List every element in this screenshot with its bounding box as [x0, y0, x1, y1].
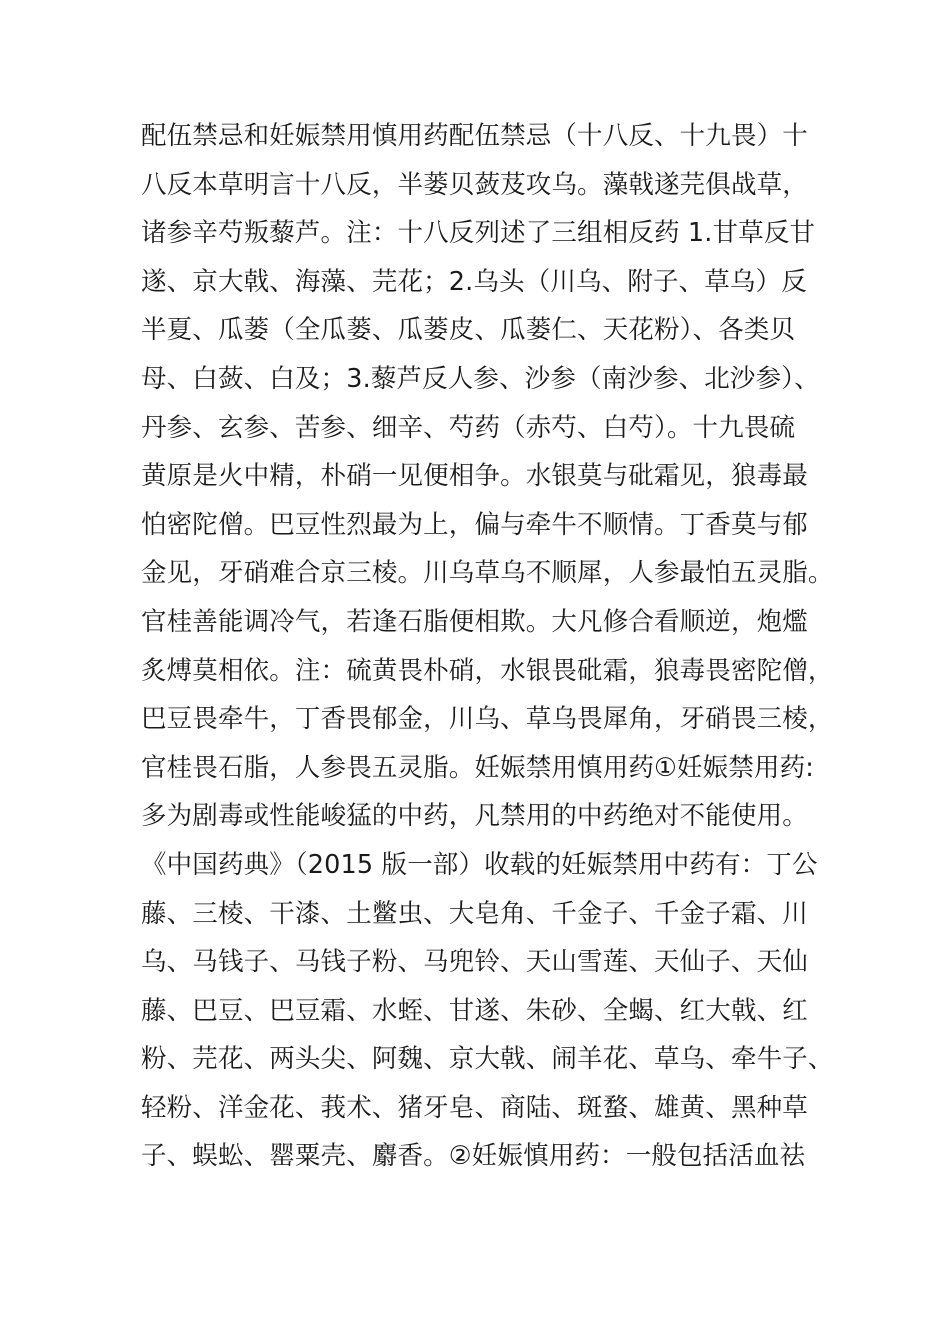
- text-line: 巴豆畏牵牛，丁香畏郁金，川乌、草乌畏犀角，牙硝畏三棱，: [141, 704, 834, 735]
- text-line: 八反本草明言十八反，半蒌贝蔹芨攻乌。藻戟遂芫俱战草，: [141, 169, 808, 200]
- text-line: 轻粉、洋金花、莪术、猪牙皂、商陆、斑蝥、雄黄、黑种草: [141, 1092, 808, 1123]
- text-line: 配伍禁忌和妊娠禁用慎用药配伍禁忌（十八反、十九畏）十: [141, 121, 808, 151]
- text-line: 诸参辛芍叛藜芦。注：十八反列述了三组相反药 1.甘草反甘: [141, 218, 816, 249]
- text-line: 子、蜈蚣、罂粟壳、麝香。②妊娠慎用药：一般包括活血祛: [141, 1141, 806, 1172]
- text-line: 乌、马钱子、马钱子粉、马兜铃、天山雪莲、天仙子、天仙: [141, 947, 808, 978]
- text-line: 黄原是火中精，朴硝一见便相争。水银莫与砒霜见，狼毒最: [141, 461, 808, 492]
- text-line: 遂、京大戟、海藻、芫花；2.乌头（川乌、附子、草乌）反: [141, 266, 807, 297]
- text-line: 半夏、瓜蒌（全瓜蒌、瓜蒌皮、瓜蒌仁、天花粉）、各类贝: [141, 315, 796, 346]
- text-line: 怕密陀僧。巴豆性烈最为上，偏与牵牛不顺情。丁香莫与郁: [141, 509, 808, 540]
- text-line: 官桂畏石脂，人参畏五灵脂。妊娠禁用慎用药①妊娠禁用药:: [141, 752, 815, 783]
- body-text: [141, 112, 834, 1181]
- text-line: 《中国药典》（2015 版一部）收载的妊娠禁用中药有：丁公: [141, 849, 818, 880]
- text-line: 金见，牙硝难合京三棱。川乌草乌不顺犀，人参最怕五灵脂。: [141, 558, 834, 589]
- text-line: 炙煿莫相依。注：硫黄畏朴硝，水银畏砒霜，狼毒畏密陀僧，: [141, 655, 834, 686]
- text-line: 母、白蔹、白及；3.藜芦反人参、沙参（南沙参、北沙参）、: [141, 363, 820, 394]
- text-line: 藤、巴豆、巴豆霜、水蛭、甘遂、朱砂、全蝎、红大戟、红: [141, 995, 808, 1026]
- text-line: 丹参、玄参、苦参、细辛、芍药（赤芍、白芍）。十九畏硫: [141, 412, 796, 443]
- text-line: 官桂善能调冷气，若逢石脂便相欺。大凡修合看顺逆，炮爁: [141, 606, 808, 637]
- text-line: 多为剧毒或性能峻猛的中药，凡禁用的中药绝对不能使用。: [141, 801, 808, 832]
- text-line: 粉、芫花、两头尖、阿魏、京大戟、闹羊花、草乌、牵牛子、: [141, 1044, 834, 1075]
- text-line: 藤、三棱、干漆、土鳖虫、大皂角、千金子、千金子霜、川: [141, 898, 808, 929]
